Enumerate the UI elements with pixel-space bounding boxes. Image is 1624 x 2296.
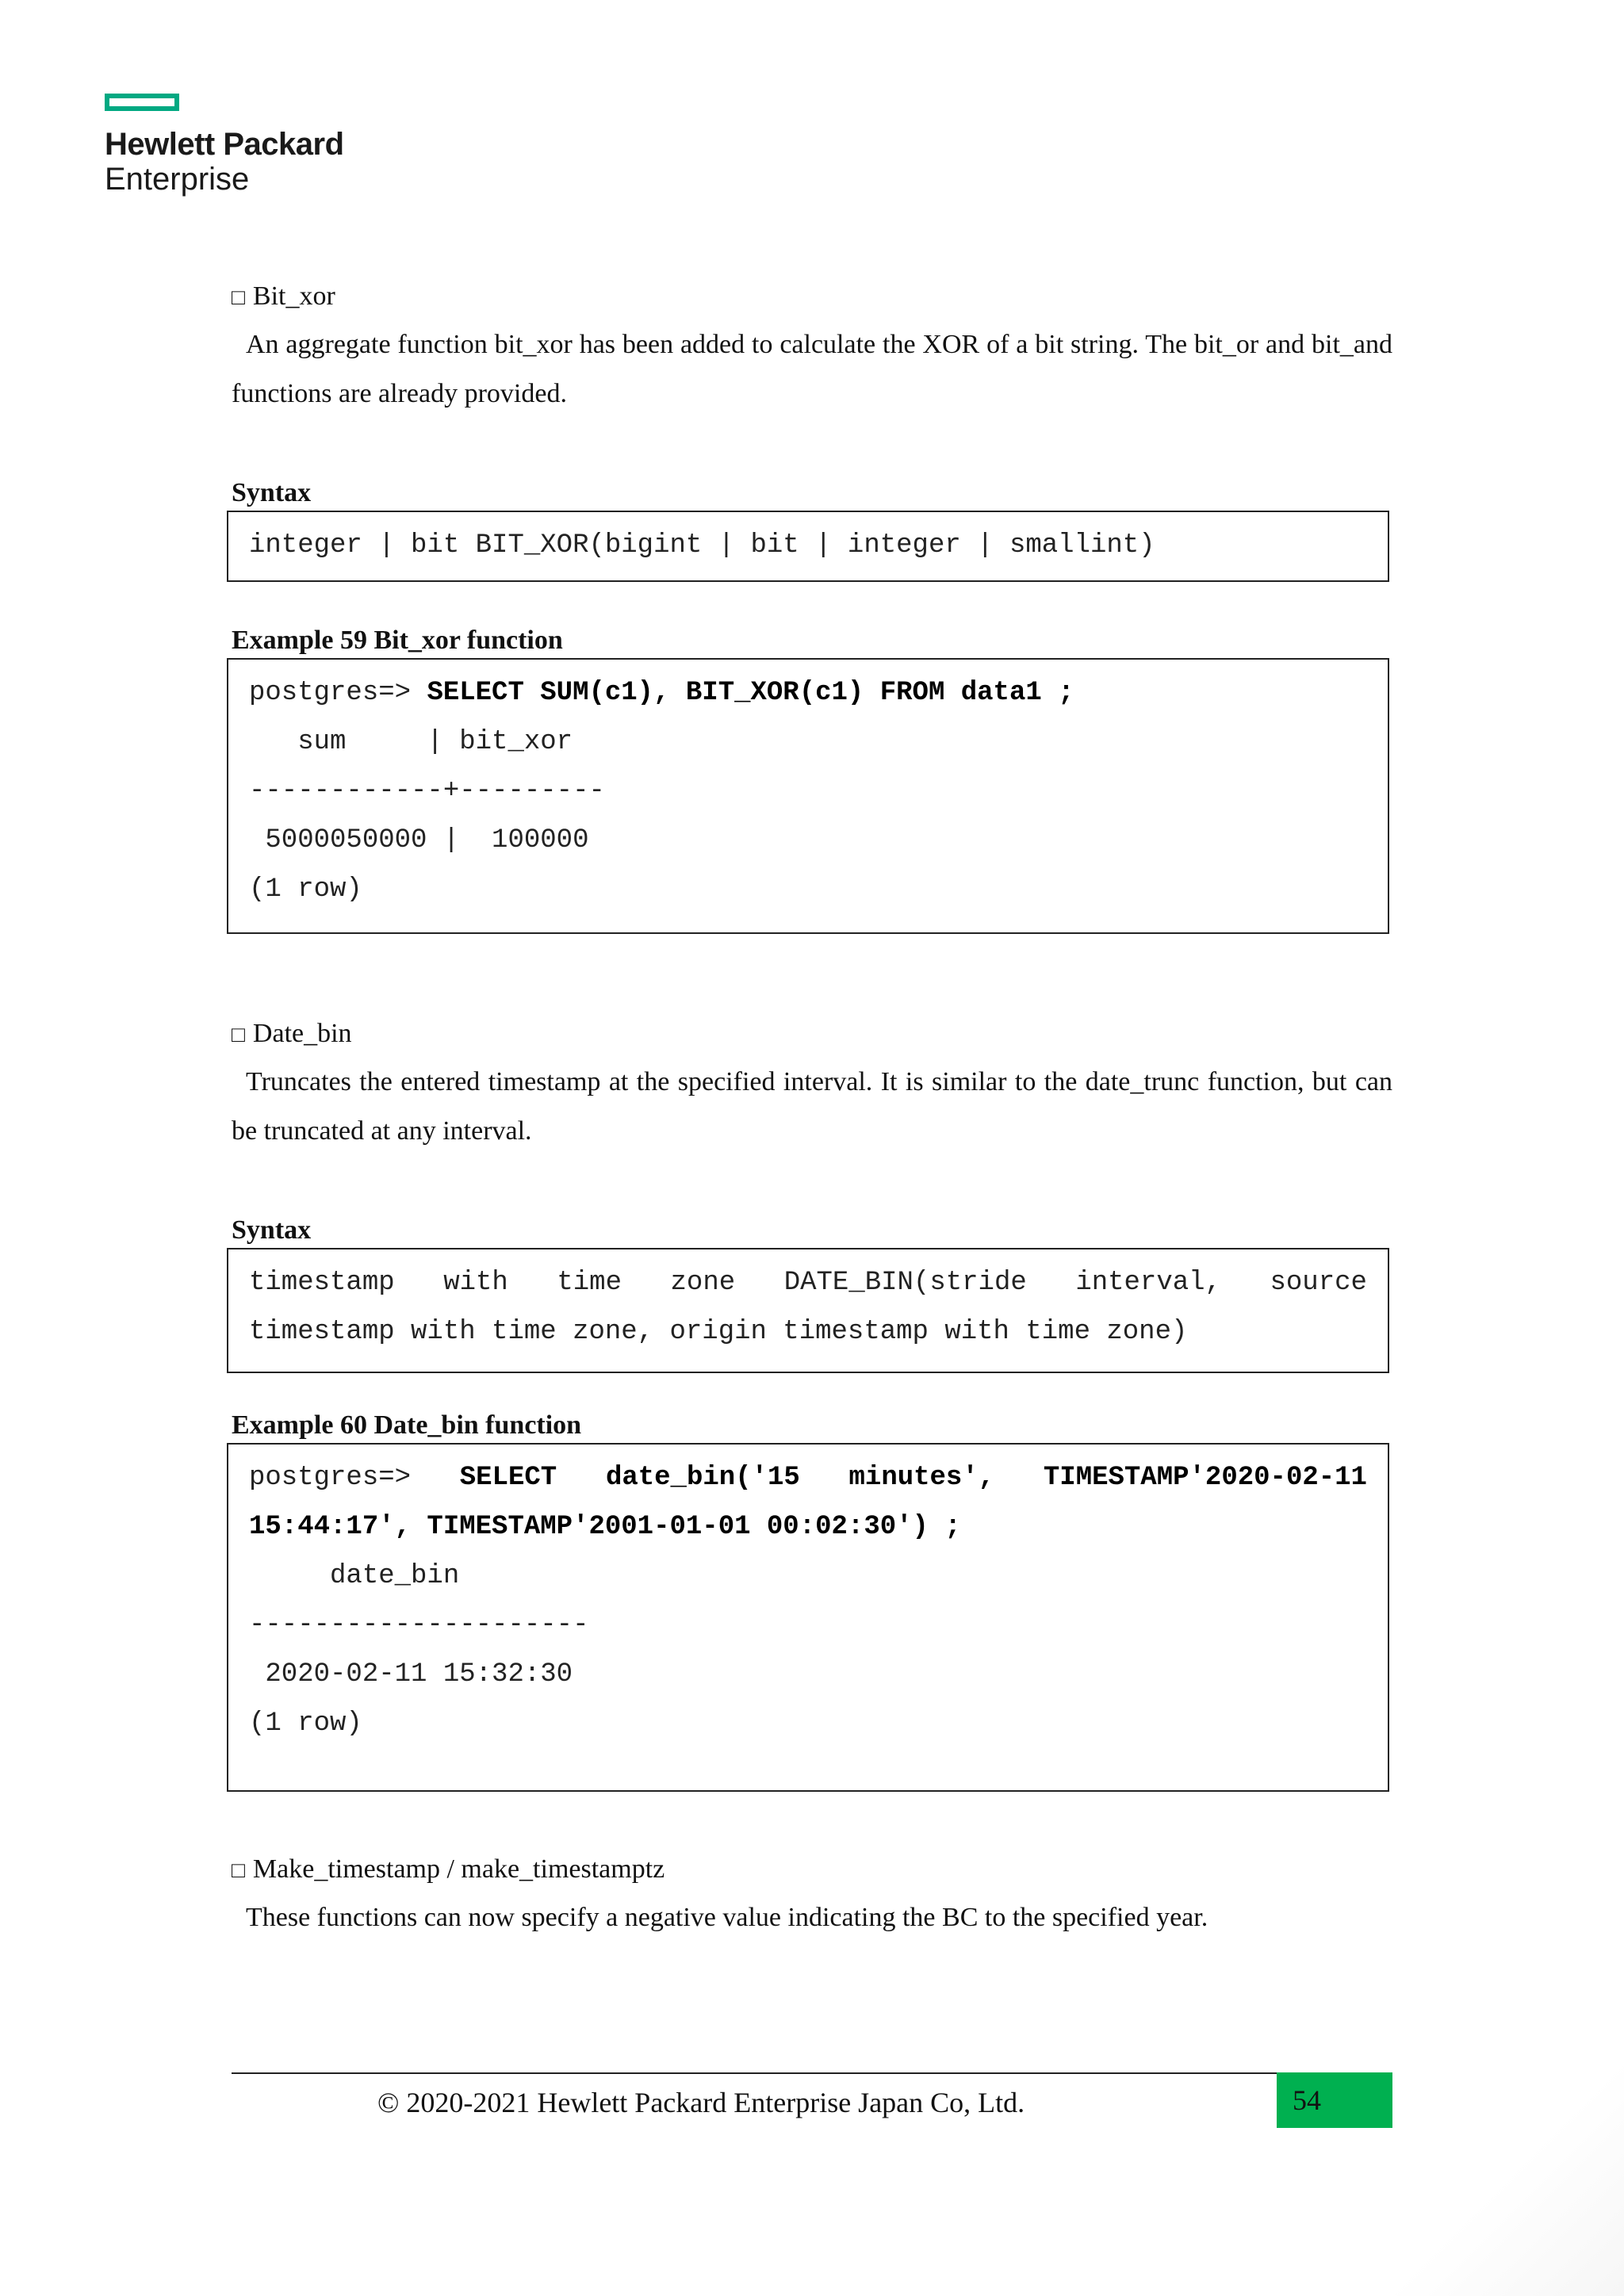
sql-token: date_bin('15 xyxy=(605,1463,800,1493)
syntax-text: integer | bit BIT_XOR(bigint | bit | integer | smallint) xyxy=(249,530,1155,561)
section-heading-maketimestamp xyxy=(232,1854,665,1887)
syntax-token: zone xyxy=(670,1268,736,1298)
result-header: date_bin xyxy=(249,1561,460,1591)
bitxor-syntax-box xyxy=(227,511,1389,582)
example-59-label: Example 59 Bit_xor function xyxy=(232,626,563,655)
section-heading-datebin xyxy=(232,1018,352,1051)
syntax-token: source xyxy=(1270,1268,1367,1298)
checkbox-bullet-icon: □ xyxy=(232,1858,245,1883)
query-line-2: 15:44:17', TIMESTAMP'2001-01-01 00:02:30') ; xyxy=(249,1512,961,1542)
result-row: 5000050000 | 100000 xyxy=(249,825,589,855)
syntax-token: DATE_BIN(stride xyxy=(783,1268,1027,1298)
result-footer: (1 row) xyxy=(249,874,362,905)
result-header: sum | bit_xor xyxy=(249,727,573,757)
syntax-token: timestamp xyxy=(249,1268,395,1298)
result-separator: --------------------- xyxy=(249,1610,589,1640)
datebin-syntax-label: Syntax xyxy=(232,1215,312,1245)
syntax-token: interval, xyxy=(1075,1268,1221,1298)
example-59-code-box xyxy=(227,658,1389,934)
result-footer: (1 row) xyxy=(249,1709,362,1739)
sql-token: SELECT xyxy=(459,1463,557,1493)
psql-prompt: postgres=> xyxy=(249,1463,412,1493)
syntax-token: time xyxy=(557,1268,622,1298)
syntax-line-2: timestamp with time zone, origin timestamp with time zone) xyxy=(249,1317,1188,1347)
example-60-label: Example 60 Date_bin function xyxy=(232,1410,582,1440)
page-corner-shade xyxy=(1386,2058,1624,2296)
bitxor-syntax-label: Syntax xyxy=(232,478,312,507)
section-title: Bit_xor xyxy=(252,281,335,311)
psql-prompt: postgres=> xyxy=(249,678,427,708)
syntax-line-1 xyxy=(249,1267,1367,1299)
checkbox-bullet-icon: □ xyxy=(232,1023,245,1047)
datebin-description: Truncates the entered timestamp at the specified interval. It is similar to the date_trunc function, but can be truncated at any interval. xyxy=(232,1067,1392,1146)
company-logo xyxy=(105,94,358,197)
sql-query: SELECT SUM(c1), BIT_XOR(c1) FROM data1 ; xyxy=(427,678,1074,708)
result-row: 2020-02-11 15:32:30 xyxy=(249,1659,573,1689)
syntax-token: with xyxy=(443,1268,508,1298)
section-title: Make_timestamp / make_timestamptz xyxy=(252,1854,665,1884)
datebin-syntax-box xyxy=(227,1248,1389,1373)
result-separator: ------------+--------- xyxy=(249,776,605,806)
logo-text-line2: Enterprise xyxy=(105,162,250,197)
maketimestamp-description: These functions can now specify a negative value indicating the BC to the specified year. xyxy=(246,1903,1208,1932)
logo-text-line1: Hewlett Packard xyxy=(105,127,344,162)
page-number: 54 xyxy=(1277,2072,1392,2128)
logo-mark xyxy=(105,94,179,111)
example-60-code-box xyxy=(227,1443,1389,1792)
checkbox-bullet-icon: □ xyxy=(232,285,245,310)
sql-token: minutes', xyxy=(848,1463,995,1493)
sql-token: TIMESTAMP'2020-02-11 xyxy=(1043,1463,1367,1493)
section-title: Date_bin xyxy=(252,1019,352,1048)
query-line-1 xyxy=(249,1462,1367,1494)
footer-divider xyxy=(232,2072,1392,2074)
footer-copyright: © 2020-2021 Hewlett Packard Enterprise Japan Co, Ltd. xyxy=(377,2087,1025,2118)
query-line xyxy=(249,677,1074,709)
bitxor-description: An aggregate function bit_xor has been added to calculate the XOR of a bit string. The bit_or and bit_and functions are already provided. xyxy=(232,330,1392,408)
section-heading-bitxor xyxy=(232,281,335,314)
